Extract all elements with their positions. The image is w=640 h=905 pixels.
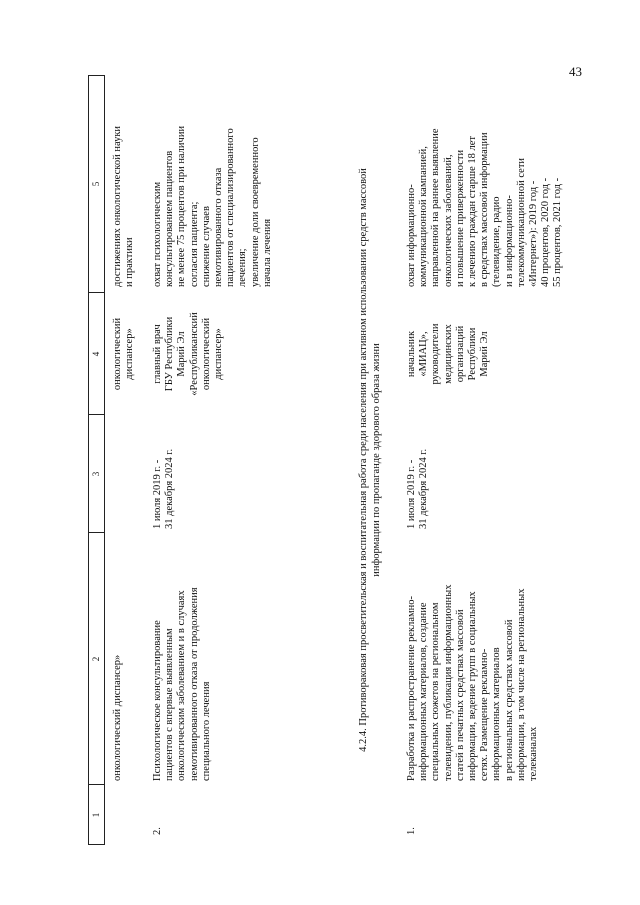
col-header-5: 5 <box>91 181 101 187</box>
row2-result: охват психологическим консультированием пациентов не менее 75 процентов при наличии согласия пациента; снижение случаев немотивированного отказа пациентов от специализированного лечения; увеличение доли своевременного начала лечения <box>152 125 273 287</box>
continued-responsible: онкологический диспансер» <box>112 317 136 391</box>
row2-responsible: главный врач ГБУ Республики Марий Эл «Республиканский онкологический диспансер» <box>152 312 225 396</box>
col-header-1: 1 <box>91 812 101 818</box>
section-heading: 4.2.4. Противораковая просветительская и воспитательная работа среди населения при активном использовании средств массовой информации по пропаганде здорового образа жизни <box>358 168 382 752</box>
continued-action: онкологический диспансер» <box>112 654 123 781</box>
row1-result: охват информационно- коммуникационной кампанией, направленной на раннее выявление онкологических заболеваний, и повышение приверженности к лечению граждан старше 18 лет в средствах массовой информации (телевидение, радио и в информационно- телекоммуникационной сети «Интернет»): 2019 год - 40 процентов, 2020 год - 55 процентов, 2021 год - <box>406 128 564 287</box>
row2-period: 1 июля 2019 г. - 31 декабря 2024 г. <box>152 448 176 529</box>
row1-period: 1 июля 2019 г. - 31 декабря 2024 г. <box>406 448 430 529</box>
measures-table <box>88 75 573 845</box>
row1-number: 1. <box>406 827 417 835</box>
row2-action: Психологическое консультирование пациентов с впервые выявленным онкологическим заболеванием и в случаях немотивированного отказа от продолжения специального лечения <box>152 587 212 781</box>
col-header-4: 4 <box>91 351 101 357</box>
col-header-3: 3 <box>91 471 101 477</box>
col-header-2: 2 <box>91 656 101 662</box>
row2-number: 2. <box>152 827 163 835</box>
continued-result: достижениях онкологической науки и практики <box>112 125 136 287</box>
row1-responsible: начальник «МИАЦ», руководители медицинских организаций Республики Марий Эл <box>406 323 491 385</box>
row1-action: Разработка и распространение рекламно- информационных материалов, создание специальных сюжетов на региональном телевидении, публикация информационных статей в печатных средствах массовой информации, ведение групп в социальных сетях. Размещение рекламно- информационных материалов в региональных средствах массовой информации, в том числе на региональных телеканалах <box>406 584 540 781</box>
page-number: 43 <box>569 64 582 79</box>
header-bottom-border <box>104 75 105 845</box>
